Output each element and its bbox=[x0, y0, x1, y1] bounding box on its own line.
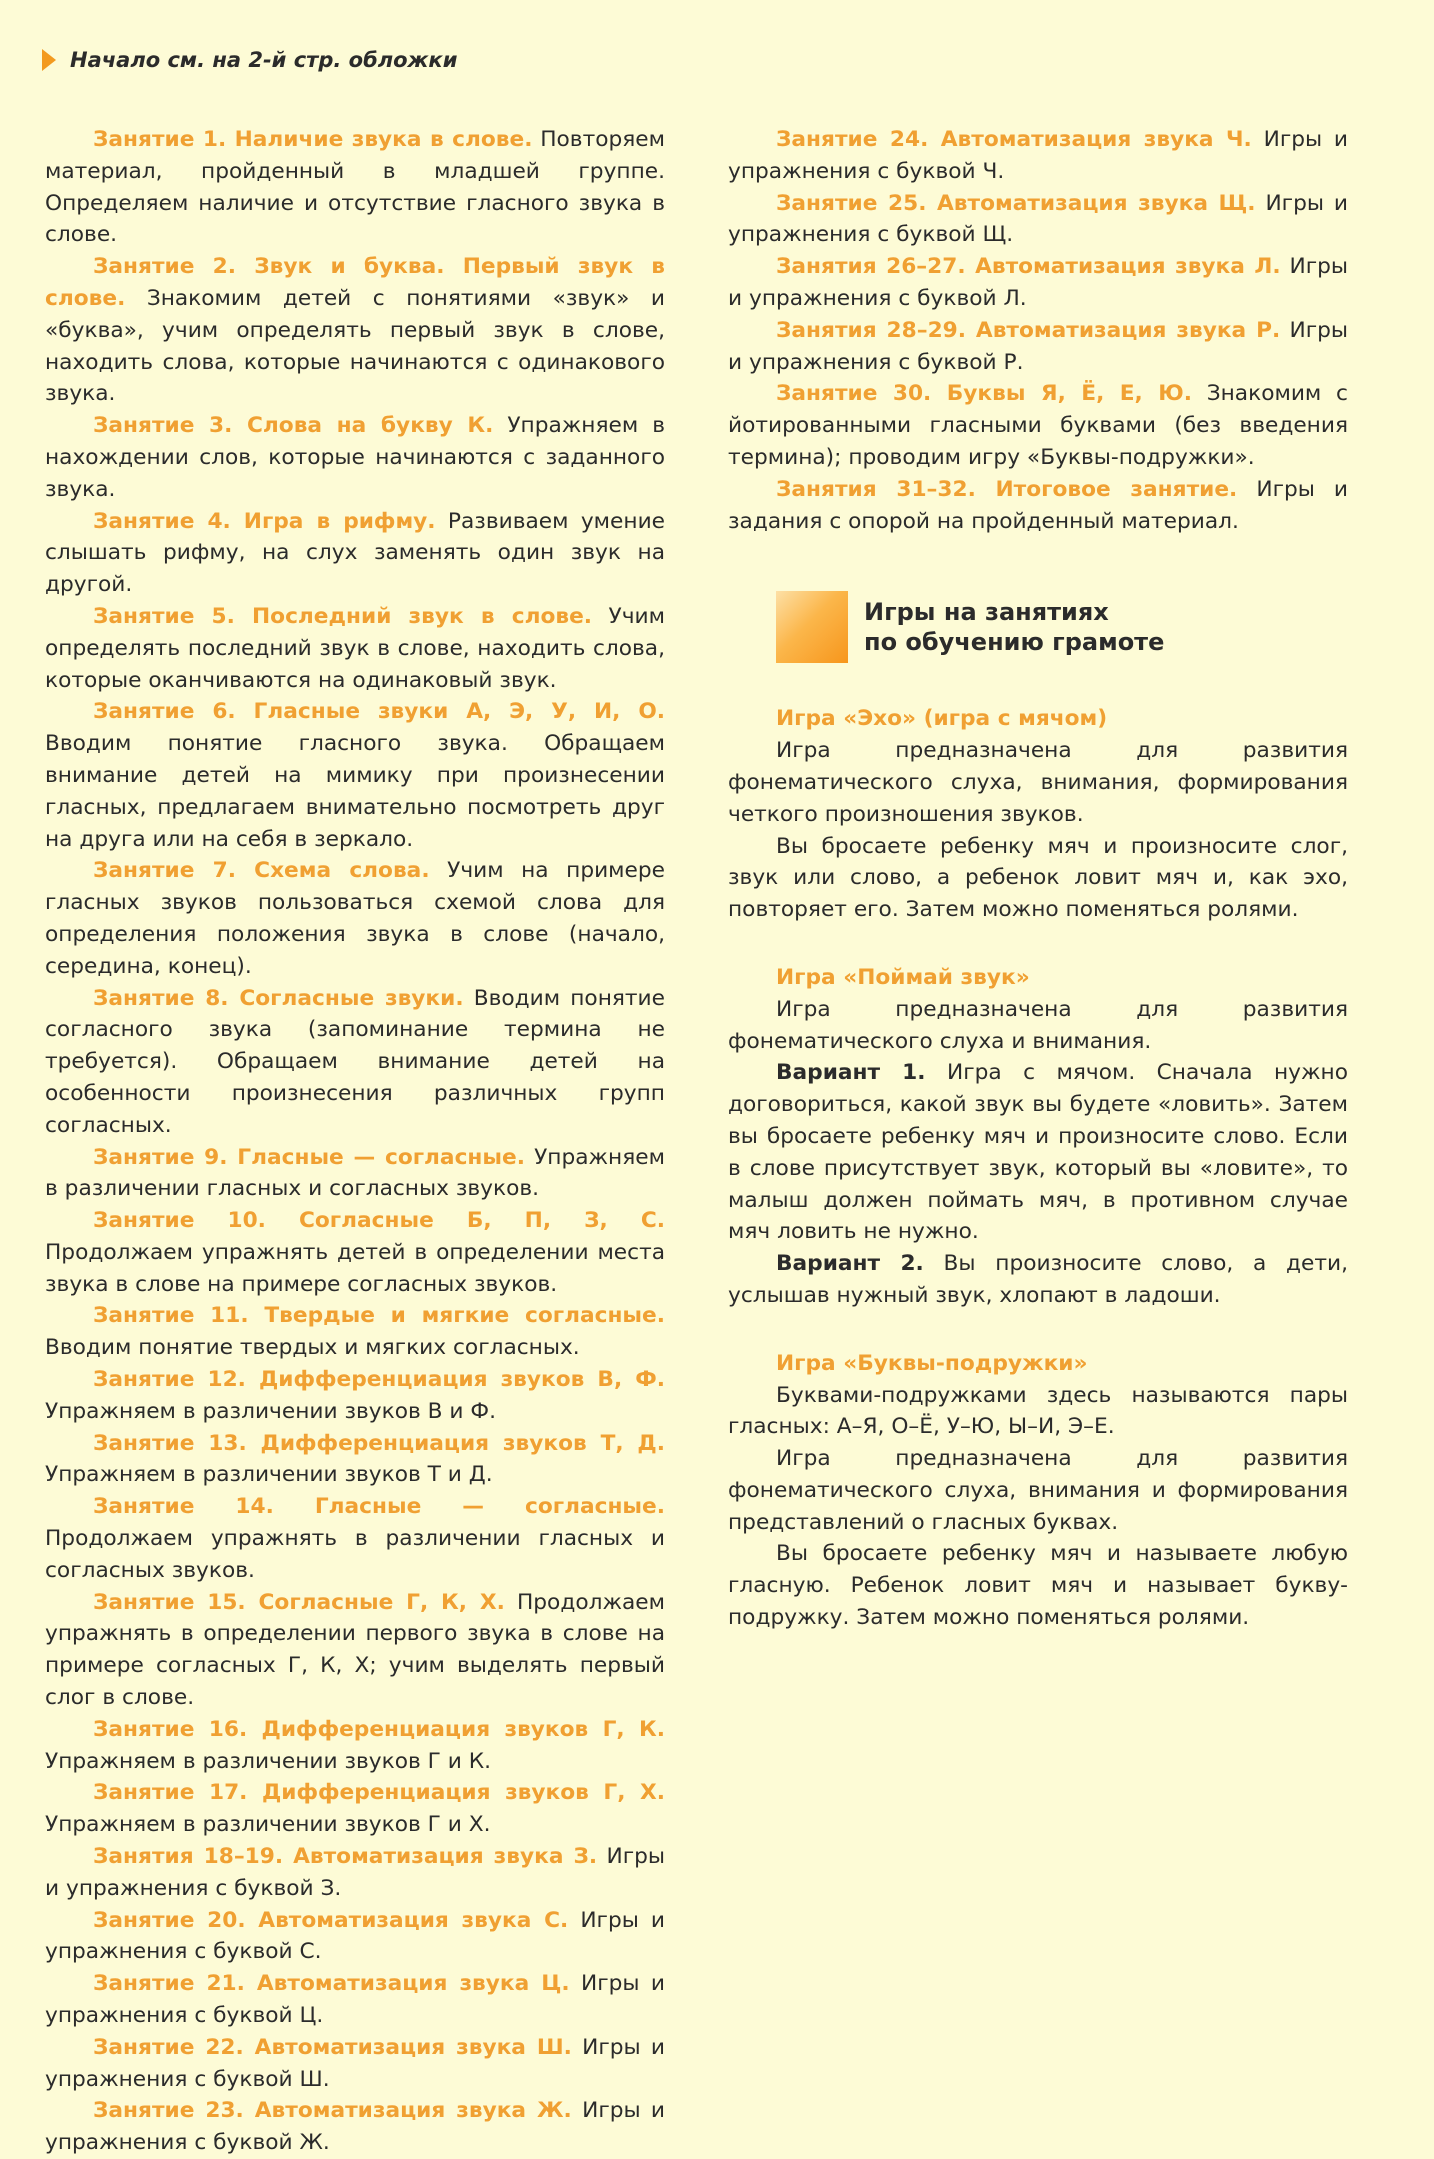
lesson-item bbox=[45, 1968, 665, 2032]
lesson-item bbox=[728, 188, 1348, 252]
lesson-title: Занятие 9. Гласные — согласные. bbox=[93, 1144, 525, 1170]
lesson-title: Занятия 31–32. Итоговое занятие. bbox=[776, 476, 1238, 502]
variant-1-text: Игра с мячом. Сначала нужно договориться, какой звук вы будете «ловить». Затем вы бросаете ребенку мяч и произносите слово. Если в слове присутствует звук, который вы «ловите», то малыш должен поймать мяч, в противном случае мяч ловить не нужно. bbox=[728, 1060, 1348, 1245]
games-section-title-line1: Игры на занятиях bbox=[864, 598, 1109, 627]
lesson-title: Занятие 1. Наличие звука в слове. bbox=[93, 127, 533, 152]
lesson-text: Игры и упражнения с буквой Р. bbox=[728, 317, 1348, 375]
games-section-title bbox=[864, 597, 1164, 657]
lesson-item bbox=[45, 506, 665, 601]
lesson-title: Занятия 28–29. Автоматизация звука Р. bbox=[776, 317, 1281, 343]
lesson-item bbox=[45, 2032, 665, 2096]
lesson-title: Занятие 2. Звук и буква. Первый звук в слове. bbox=[45, 254, 665, 311]
lesson-title: Занятие 20. Автоматизация звука С. bbox=[93, 1907, 569, 1933]
lesson-item bbox=[728, 315, 1348, 379]
lesson-item bbox=[45, 1142, 665, 1206]
lesson-title: Занятие 13. Дифференциация звуков Т, Д. bbox=[93, 1430, 665, 1456]
lesson-text: Учим определять последний звук в слове, находить слова, которые оканчиваются на одинаковый звук. bbox=[45, 603, 665, 693]
lesson-title: Занятия 26–27. Автоматизация звука Л. bbox=[776, 254, 1281, 280]
lesson-text: Упражняем в различении звуков Т и Д. bbox=[45, 1462, 493, 1488]
lesson-text: Игры и упражнения с буквой С. bbox=[45, 1907, 666, 1965]
lesson-item bbox=[45, 1364, 665, 1428]
lesson-item bbox=[45, 410, 665, 505]
lesson-text: Игры и задания с опорой на пройденный материал. bbox=[728, 476, 1349, 534]
lesson-text: Игры и упражнения с буквой З. bbox=[45, 1844, 666, 1901]
variant-2-text: Вы произносите слово, а дети, услышав нужный звук, хлопают в ладоши. bbox=[728, 1251, 1348, 1308]
game-friends-paragraph: Буквами-подружками здесь называются пары гласных: А–Я, О–Ё, У–Ю, Ы–И, Э–Е. bbox=[728, 1382, 1348, 1440]
game-catch-variant-1 bbox=[728, 1057, 1348, 1248]
lesson-title: Занятие 6. Гласные звуки А, Э, У, И, О. bbox=[93, 699, 665, 725]
lesson-title: Занятие 15. Согласные Г, К, Х. bbox=[93, 1589, 505, 1615]
left-column bbox=[45, 124, 665, 2159]
arrow-right-icon bbox=[42, 49, 56, 71]
game-friends-paragraph: Игра предназначена для развития фонематического слуха, внимания и формирования представлений о гласных буквах. bbox=[728, 1446, 1348, 1535]
lesson-text: Повторяем материал, пройденный в младшей группе. Определяем наличие и отсутствие гласного звука в слове. bbox=[45, 127, 665, 248]
lesson-text: Упражняем в различении звуков Г и Х. bbox=[45, 1812, 491, 1838]
game-echo-title: Игра «Эхо» (игра с мячом) bbox=[776, 706, 1108, 732]
lesson-title: Занятие 12. Дифференциация звуков В, Ф. bbox=[93, 1367, 665, 1393]
lesson-title: Занятие 4. Игра в рифму. bbox=[93, 508, 436, 534]
lesson-text: Учим на примере гласных звуков пользоваться схемой слова для определения положения звука в слове (начало, середина, конец). bbox=[45, 858, 665, 979]
lesson-text: Продолжаем упражнять в различении гласных и согласных звуков. bbox=[45, 1526, 665, 1583]
lesson-text: Упражняем в различении звуков Г и К. bbox=[45, 1748, 492, 1774]
variant-2-label: Вариант 2. bbox=[776, 1251, 924, 1277]
lesson-text: Игры и упражнения с буквой Л. bbox=[728, 254, 1348, 311]
game-friends-paragraph: Вы бросаете ребенку мяч и называете любую гласную. Ребенок ловит мяч и называет букву-подружку. Затем можно поменяться ролями. bbox=[728, 1541, 1348, 1631]
lesson-item bbox=[45, 2095, 665, 2159]
lesson-title: Занятия 18–19. Автоматизация звука З. bbox=[93, 1844, 598, 1870]
lesson-text: Игры и упражнения с буквой Щ. bbox=[728, 190, 1348, 248]
game-friends-title: Игра «Буквы-подружки» bbox=[776, 1350, 1088, 1376]
lesson-text: Вводим понятие гласного звука. Обращаем внимание детей на мимику при произнесении гласных, предлагаем внимательно посмотреть друг на друга или на себя в зеркало. bbox=[45, 731, 665, 852]
lesson-title: Занятие 16. Дифференциация звуков Г, К. bbox=[93, 1716, 665, 1742]
orange-square-marker bbox=[776, 591, 848, 663]
lesson-item bbox=[45, 1841, 665, 1905]
lesson-item bbox=[45, 1491, 665, 1586]
lesson-text: Вводим понятие согласного звука (запоминание термина не требуется). Обращаем внимание детей на особенности произнесения различных групп согласных. bbox=[45, 985, 665, 1138]
lesson-text: Игры и упражнения с буквой Ч. bbox=[728, 127, 1348, 184]
lesson-text: Упражняем в различении звуков В и Ф. bbox=[45, 1398, 496, 1424]
game-catch-paragraph: Игра предназначена для развития фонематического слуха и внимания. bbox=[728, 996, 1348, 1054]
continuation-note bbox=[42, 48, 457, 72]
lesson-item bbox=[45, 1905, 665, 1969]
lesson-item bbox=[728, 124, 1348, 188]
lesson-item bbox=[45, 1428, 665, 1492]
lesson-title: Занятие 11. Твердые и мягкие согласные. bbox=[93, 1303, 665, 1329]
lesson-item bbox=[728, 474, 1348, 538]
lesson-item bbox=[45, 1205, 665, 1300]
lesson-title: Занятие 25. Автоматизация звука Щ. bbox=[776, 190, 1256, 216]
game-catch-variant-2 bbox=[728, 1248, 1348, 1312]
lesson-item bbox=[45, 1714, 665, 1778]
lesson-title: Занятие 24. Автоматизация звука Ч. bbox=[776, 127, 1252, 152]
lesson-item bbox=[45, 1777, 665, 1841]
game-echo-paragraph: Игра предназначена для развития фонематического слуха, внимания, формирования четкого произношения звуков. bbox=[728, 738, 1348, 827]
lesson-item bbox=[45, 1587, 665, 1714]
lesson-title: Занятие 5. Последний звук в слове. bbox=[93, 603, 593, 629]
lesson-title: Занятие 8. Согласные звуки. bbox=[93, 985, 464, 1011]
lesson-title: Занятие 30. Буквы Я, Ё, Е, Ю. bbox=[776, 381, 1192, 407]
lesson-text: Игры и упражнения с буквой Ж. bbox=[45, 2098, 665, 2156]
games-section-header bbox=[728, 591, 1348, 663]
lesson-title: Занятие 17. Дифференциация звуков Г, Х. bbox=[93, 1780, 665, 1806]
lesson-text: Продолжаем упражнять детей в определении места звука в слове на примере согласных звуков. bbox=[45, 1239, 665, 1297]
right-column bbox=[728, 124, 1348, 1634]
lesson-text: Вводим понятие твердых и мягких согласных. bbox=[45, 1335, 580, 1361]
game-echo-paragraph: Вы бросаете ребенку мяч и произносите слог, звук или слово, а ребенок ловит мяч и, как эхо, повторяет его. Затем можно поменяться ролями. bbox=[728, 833, 1348, 923]
lesson-item bbox=[45, 1300, 665, 1364]
lesson-text: Игры и упражнения с буквой Ц. bbox=[45, 1971, 666, 2029]
lesson-item bbox=[45, 983, 665, 1142]
lesson-text: Развиваем умение слышать рифму, на слух заменять один звук на другой. bbox=[45, 508, 666, 598]
lesson-text: Продолжаем упражнять в определении первого звука в слове на примере согласных Г, К, Х; учим выделять первый слог в слове. bbox=[45, 1589, 665, 1711]
lesson-title: Занятие 21. Автоматизация звука Ц. bbox=[93, 1971, 570, 1997]
lesson-title: Занятие 14. Гласные — согласные. bbox=[93, 1494, 665, 1520]
lesson-text: Знакомим детей с понятиями «звук» и «буква», учим определять первый звук в слове, находить слова, которые начинаются с одинакового звука. bbox=[45, 285, 665, 407]
lesson-title: Занятие 10. Согласные Б, П, З, С. bbox=[93, 1208, 665, 1234]
lesson-item bbox=[45, 601, 665, 696]
lesson-item bbox=[45, 124, 665, 251]
lesson-text: Знакомим с йотированными гласными буквами (без введения термина); проводим игру «Буквы-подружки». bbox=[728, 381, 1348, 470]
lesson-text: Игры и упражнения с буквой Ш. bbox=[45, 2034, 666, 2092]
lesson-item bbox=[45, 696, 665, 855]
lesson-item bbox=[45, 855, 665, 982]
continuation-note-text: Начало см. на 2-й стр. обложки bbox=[70, 48, 458, 72]
variant-1-label: Вариант 1. bbox=[776, 1060, 926, 1086]
lesson-title: Занятие 7. Схема слова. bbox=[93, 858, 430, 884]
lesson-title: Занятие 3. Слова на букву К. bbox=[93, 413, 494, 439]
lesson-text: Упражняем в нахождении слов, которые начинаются с заданного звука. bbox=[45, 413, 665, 502]
lesson-title: Занятие 22. Автоматизация звука Ш. bbox=[93, 2034, 572, 2060]
lesson-item bbox=[728, 378, 1348, 473]
lesson-title: Занятие 23. Автоматизация звука Ж. bbox=[93, 2098, 572, 2124]
games-section-title-line2: по обучению грамоте bbox=[864, 628, 1165, 657]
lesson-item bbox=[45, 251, 665, 410]
lesson-text: Упражняем в различении гласных и согласных звуков. bbox=[45, 1144, 665, 1202]
game-catch-title: Игра «Поймай звук» bbox=[776, 964, 1030, 990]
lesson-item bbox=[728, 251, 1348, 315]
